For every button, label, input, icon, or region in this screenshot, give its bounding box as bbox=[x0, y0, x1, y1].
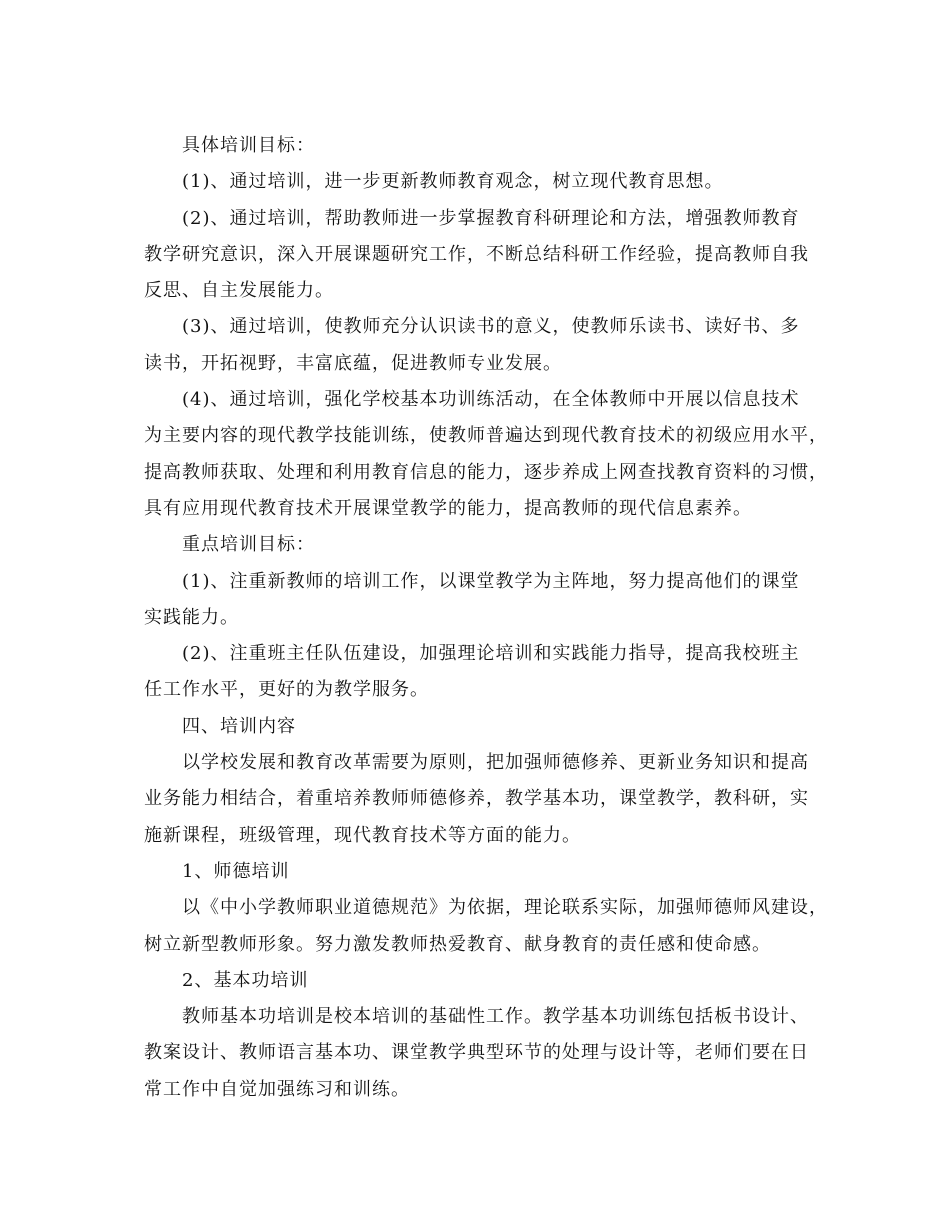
text-line: 施新课程，班级管理，现代教育技术等方面的能力。 bbox=[144, 824, 581, 846]
text-line: 提高教师获取、处理和利用教育信息的能力，逐步养成上网查找教育资料的习惯， bbox=[144, 461, 828, 483]
paragraph bbox=[144, 745, 810, 854]
text-line: (3)、通过培训，使教师充分认识读书的意义，使教师乐读书、读好书、多 bbox=[182, 316, 800, 338]
text-line: 实践能力。 bbox=[144, 606, 239, 628]
paragraph bbox=[144, 999, 810, 1108]
text-line: (1)、通过培训，进一步更新教师教育观念，树立现代教育思想。 bbox=[182, 171, 724, 193]
text-line: 教案设计、教师语言基本功、课堂教学典型环节的处理与设计等，老师们要在日 bbox=[144, 1042, 809, 1064]
paragraph bbox=[144, 309, 810, 382]
text-line: 具有应用现代教育技术开展课堂教学的能力，提高教师的现代信息素养。 bbox=[144, 497, 752, 519]
text-line: 具体培训目标： bbox=[182, 135, 315, 156]
text-line: (1)、注重新教师的培训工作，以课堂教学为主阵地，努力提高他们的课堂 bbox=[182, 570, 800, 592]
text-line: 树立新型教师形象。努力激发教师热爱教育、献身教育的责任感和使命感。 bbox=[144, 933, 771, 955]
text-line: 教师基本功培训是校本培训的基础性工作。教学基本功训练包括板书设计、 bbox=[182, 1006, 809, 1028]
text-line: 任工作水平，更好的为教学服务。 bbox=[144, 679, 429, 701]
paragraph bbox=[144, 201, 810, 310]
text-line: 重点培训目标： bbox=[182, 534, 315, 556]
text-line: 读书，开拓视野，丰富底蕴，促进教师专业发展。 bbox=[144, 352, 562, 374]
text-line: (4)、通过培训，强化学校基本功训练活动，在全体教师中开展以信息技术 bbox=[182, 389, 800, 411]
paragraph bbox=[144, 527, 810, 563]
paragraph bbox=[144, 128, 810, 164]
text-line: 1、师德培训 bbox=[182, 860, 290, 882]
text-line: 反思、自主发展能力。 bbox=[144, 280, 334, 302]
text-line: 2、基本功培训 bbox=[182, 969, 309, 991]
section-heading bbox=[144, 709, 810, 745]
text-line: (2)、通过培训，帮助教师进一步掌握教育科研理论和方法，增强教师教育 bbox=[182, 207, 800, 229]
text-line: 四、培训内容 bbox=[182, 715, 296, 737]
text-line: 以学校发展和教育改革需要为原则，把加强师德修养、更新业务知识和提高 bbox=[182, 752, 809, 774]
paragraph bbox=[144, 564, 810, 637]
paragraph bbox=[144, 636, 810, 709]
text-line: 教学研究意识，深入开展课题研究工作，不断总结科研工作经验，提高教师自我 bbox=[144, 243, 809, 265]
document-body bbox=[144, 128, 828, 1108]
paragraph bbox=[144, 890, 828, 963]
text-line: 为主要内容的现代教学技能训练，使教师普遍达到现代教育技术的初级应用水平， bbox=[144, 425, 828, 447]
subsection-heading bbox=[144, 854, 810, 890]
subsection-heading bbox=[144, 963, 810, 999]
paragraph bbox=[144, 164, 810, 200]
text-line: 常工作中自觉加强练习和训练。 bbox=[144, 1078, 410, 1100]
text-line: 以《中小学教师职业道德规范》为依据，理论联系实际，加强师德师风建设， bbox=[182, 897, 828, 919]
text-line: 业务能力相结合，着重培养教师师德修养，教学基本功，课堂教学，教科研，实 bbox=[144, 788, 809, 810]
text-line: (2)、注重班主任队伍建设，加强理论培训和实践能力指导，提高我校班主 bbox=[182, 643, 800, 665]
paragraph bbox=[144, 382, 828, 527]
